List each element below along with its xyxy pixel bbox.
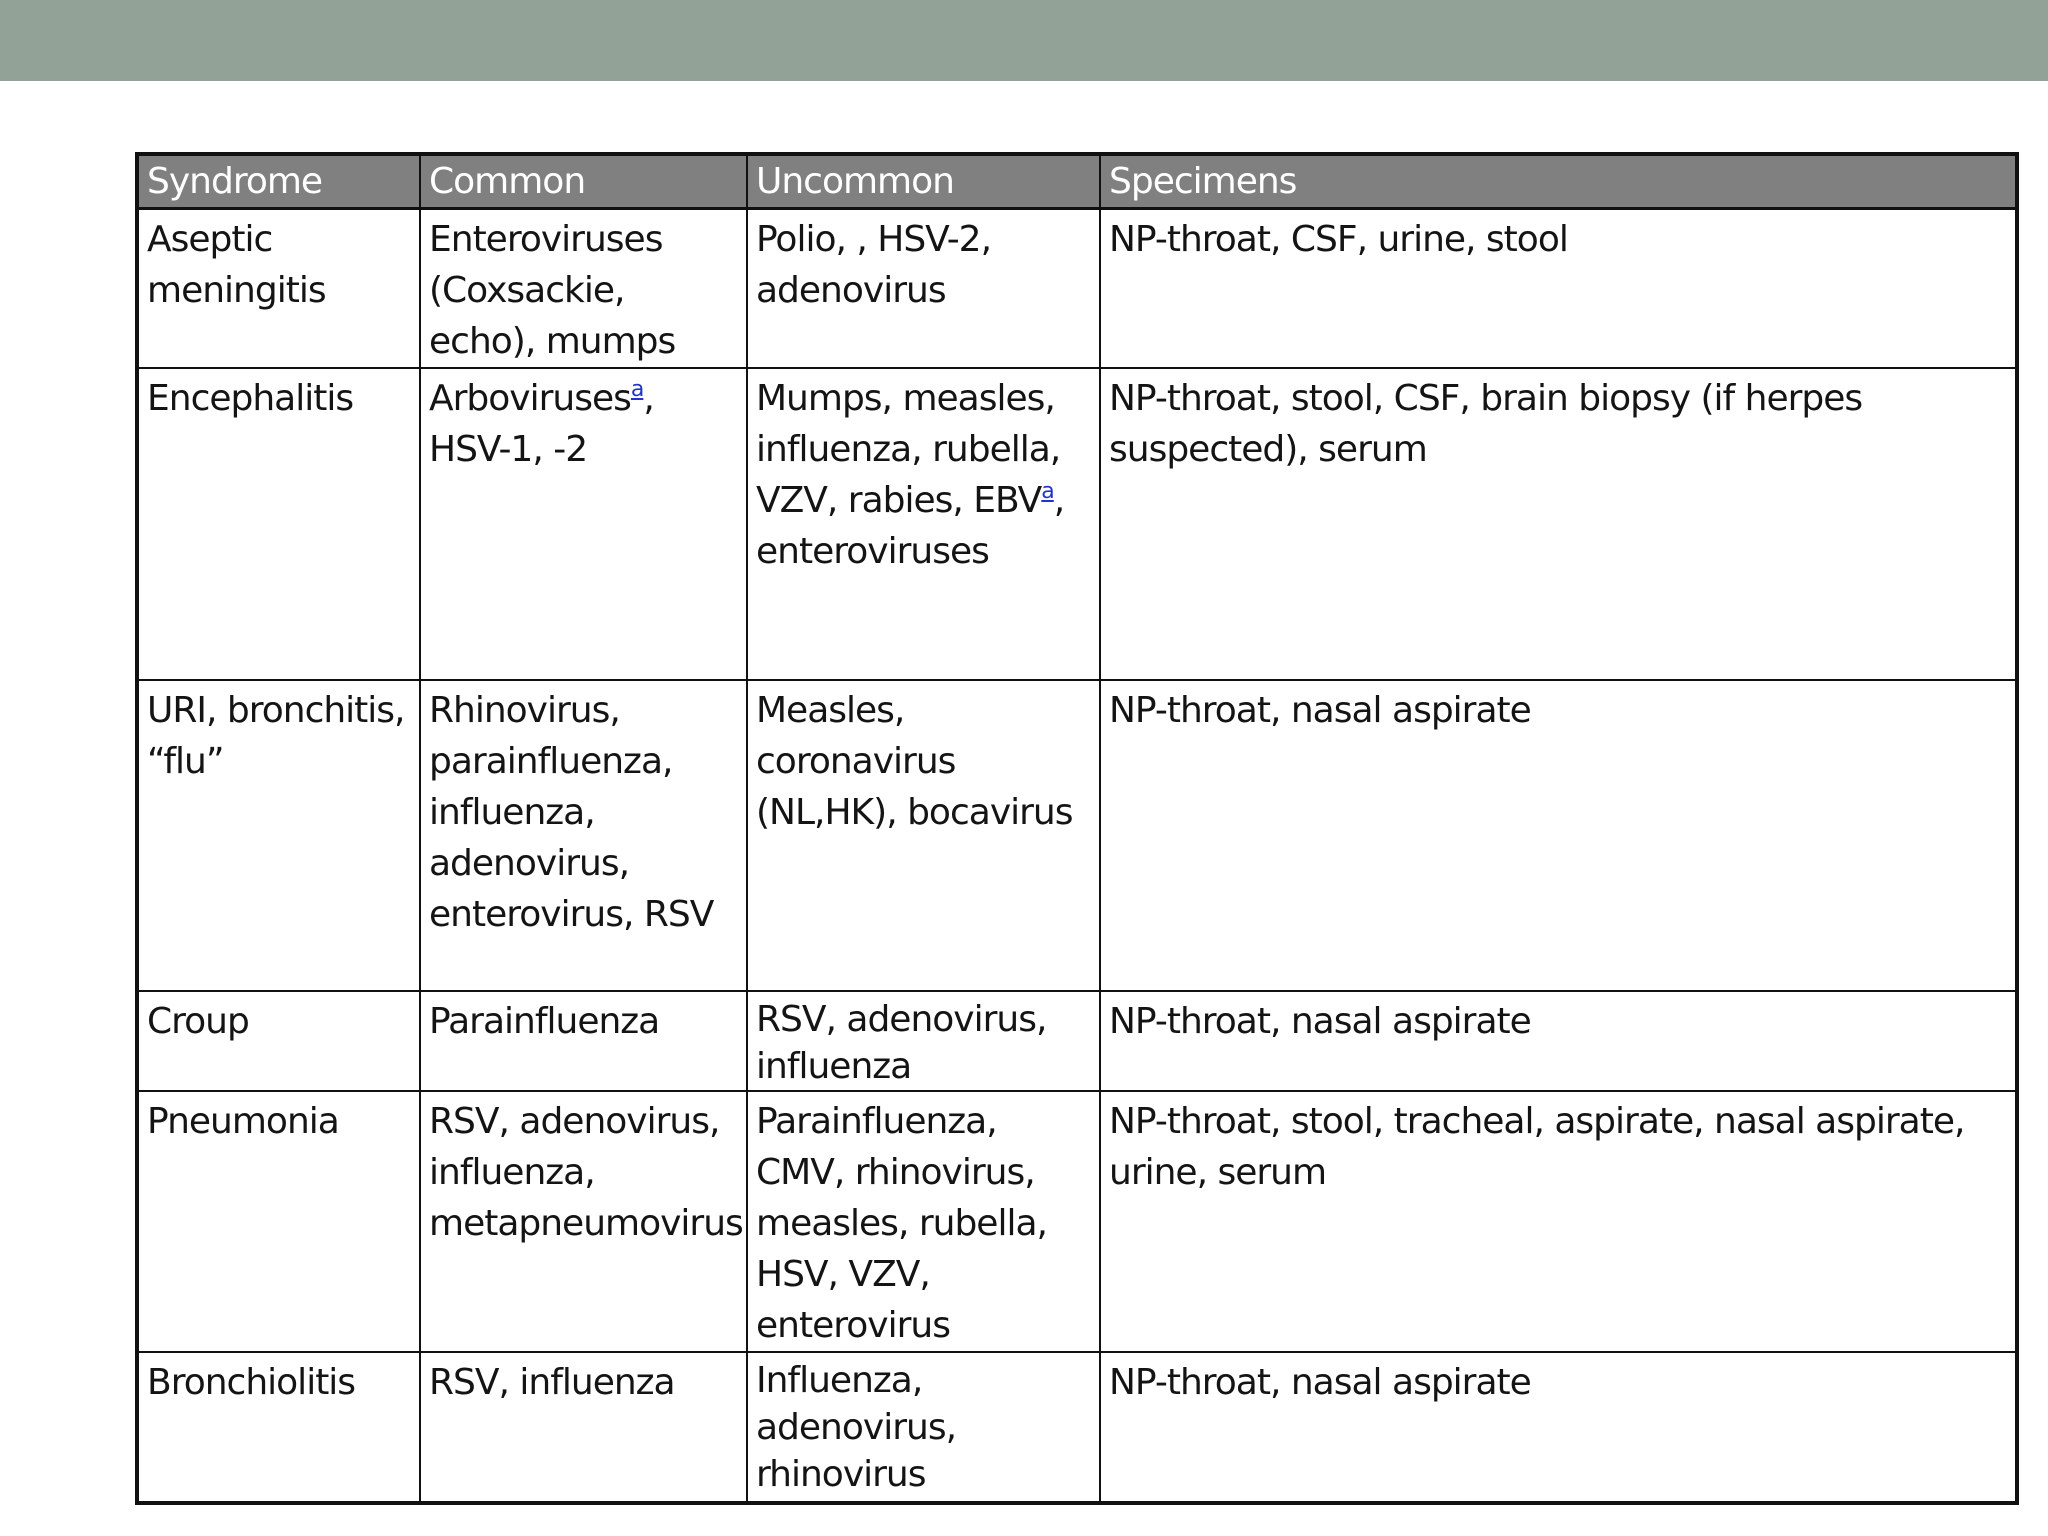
virus-syndrome-table-container: [135, 152, 2015, 1505]
table-row: [137, 680, 2017, 991]
cell-common-text-rest: , HSV-1, -2: [429, 378, 654, 470]
cell-specimens: NP-throat, nasal aspirate: [1100, 991, 2017, 1091]
title-bar-band: [0, 0, 2048, 81]
cell-uncommon-text-rest: , enteroviruses: [756, 480, 1065, 572]
cell-specimens: NP-throat, stool, tracheal, aspirate, nasal aspirate, urine, serum: [1100, 1091, 2017, 1352]
cell-syndrome: Croup: [137, 991, 420, 1091]
cell-uncommon: Polio, , HSV-2, adenovirus: [747, 209, 1100, 369]
cell-uncommon: RSV, adenovirus, influenza: [747, 991, 1100, 1091]
cell-syndrome: Bronchiolitis: [137, 1352, 420, 1503]
cell-uncommon: Parainfluenza, CMV, rhinovirus, measles, rubella, HSV, VZV, enterovirus: [747, 1091, 1100, 1352]
cell-common: Enteroviruses (Coxsackie, echo), mumps: [420, 209, 747, 369]
cell-uncommon: [747, 368, 1100, 680]
cell-common: Rhinovirus, parainfluenza, influenza, adenovirus, enterovirus, RSV: [420, 680, 747, 991]
cell-common: [420, 368, 747, 680]
virus-syndrome-table: [135, 152, 2019, 1505]
cell-common: Parainfluenza: [420, 991, 747, 1091]
table-row: [137, 209, 2017, 369]
footnote-link[interactable]: a: [630, 377, 644, 402]
footnote-link[interactable]: a: [1041, 479, 1054, 504]
table-row: [137, 1352, 2017, 1503]
cell-syndrome: Pneumonia: [137, 1091, 420, 1352]
table-header-row: [137, 154, 2017, 209]
cell-specimens: NP-throat, nasal aspirate: [1100, 680, 2017, 991]
cell-specimens: NP-throat, CSF, urine, stool: [1100, 209, 2017, 369]
cell-common-text: Arboviruses: [429, 378, 631, 419]
cell-syndrome: Aseptic meningitis: [137, 209, 420, 369]
cell-common: RSV, influenza: [420, 1352, 747, 1503]
header-uncommon: Uncommon: [747, 154, 1100, 209]
cell-syndrome: Encephalitis: [137, 368, 420, 680]
table-row: [137, 1091, 2017, 1352]
cell-common: RSV, adenovirus, influenza, metapneumovirus: [420, 1091, 747, 1352]
cell-syndrome: URI, bronchitis, “flu”: [137, 680, 420, 991]
cell-uncommon-text: Mumps, measles, influenza, rubella, VZV, rabies, EBV: [756, 378, 1061, 521]
header-syndrome: Syndrome: [137, 154, 420, 209]
header-common: Common: [420, 154, 747, 209]
header-specimens: Specimens: [1100, 154, 2017, 209]
cell-specimens: NP-throat, nasal aspirate: [1100, 1352, 2017, 1503]
cell-specimens: NP-throat, stool, CSF, brain biopsy (if herpes suspected), serum: [1100, 368, 2017, 680]
cell-uncommon: Measles, coronavirus (NL,HK), bocavirus: [747, 680, 1100, 991]
cell-uncommon: Influenza, adenovirus, rhinovirus: [747, 1352, 1100, 1503]
table-row: [137, 368, 2017, 680]
table-row: [137, 991, 2017, 1091]
